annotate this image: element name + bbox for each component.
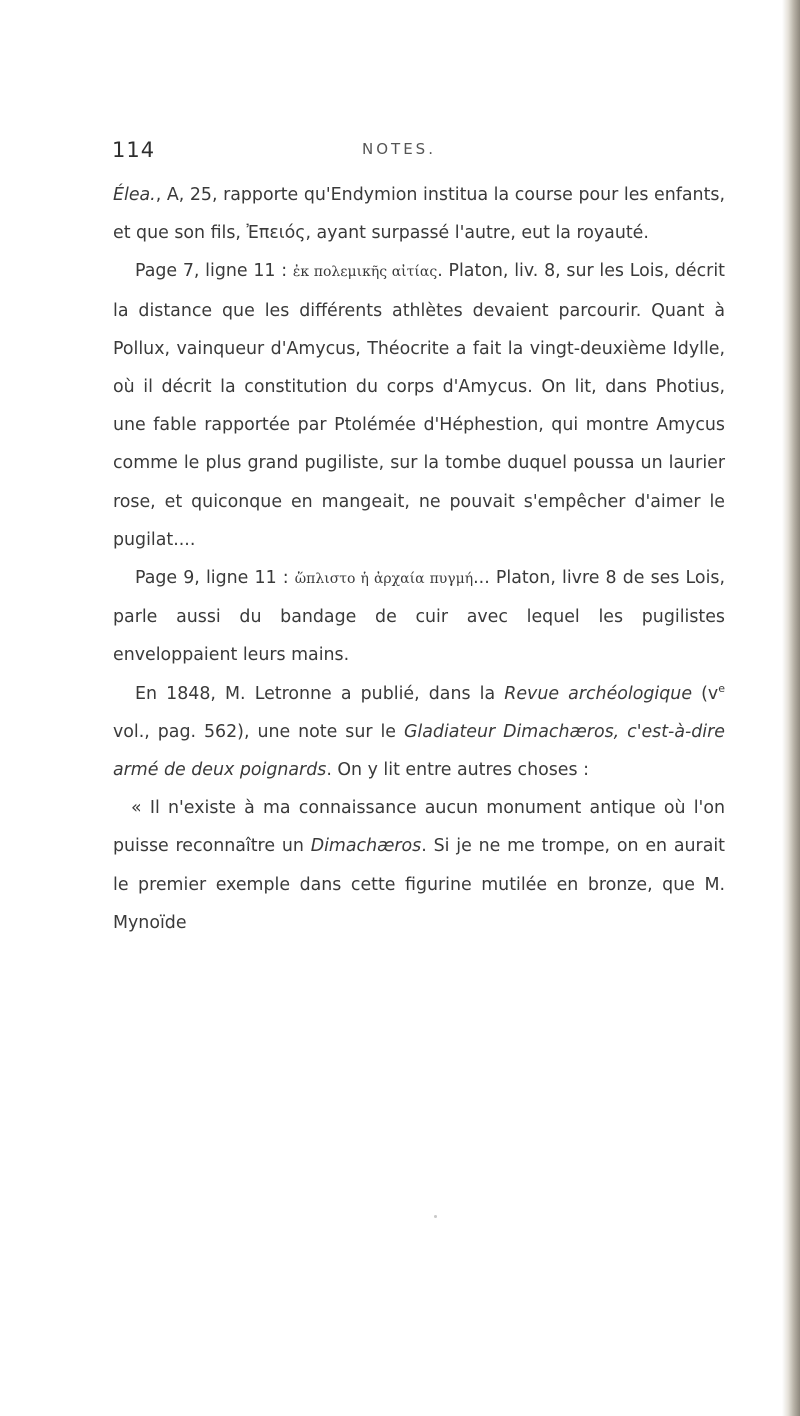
page-7-text: . Platon, liv. 8, sur les Lois, décrit la distance que les différents athlètes devaient parcourir. Quant à Pollux, vainqueur d'Amycus, Théocrite a fait la vingt-deuxième Idylle, où il décrit la constitution du corps d'Amycus. On lit, dans Photius, une fable rapportée par Ptolémée d'Héphestion, qui montre Amycus comme le plus grand pugiliste, sur la tombe duquel poussa un laurier rose, et quiconque en mangeait, ne pouvait s'empêcher d'aimer le pugilat....: [113, 261, 725, 550]
paragraph-letronne: [113, 675, 725, 790]
paragraph-page-7: [113, 252, 725, 559]
page-7-greek-quote: ἐκ πολεμικῆς αἰτίας: [292, 264, 438, 281]
running-head: NOTES.: [362, 140, 436, 158]
page-7-lead: Page 7, ligne 11 :: [135, 261, 293, 282]
paper-speck: [434, 1215, 437, 1218]
letronne-text-4: . On y lit entre autres choses :: [326, 760, 589, 781]
page-9-text: ... Platon, livre 8 de ses Lois, parle aussi du bandage de cuir avec lequel les pugilistes enveloppaient leurs mains.: [113, 568, 725, 666]
paragraph-elea: [113, 176, 725, 252]
elea-reference: Élea.: [113, 185, 156, 205]
letronne-text-3: vol., pag. 562), une note sur le: [113, 721, 404, 742]
gladiateur-title: Gladiateur Dimachæros, c'est-à-dire armé de deux poignards: [113, 721, 725, 781]
dimachaeros-word: Dimachæros: [310, 836, 422, 857]
paragraph-quotation: [113, 789, 725, 942]
volume-superscript: e: [718, 681, 725, 695]
page-header: [112, 138, 722, 168]
letronne-text-2: (v: [692, 683, 719, 704]
body-text: [113, 176, 725, 942]
quotation-text-1: « Il n'existe à ma connaissance aucun monument antique où l'on puisse reconnaître un: [113, 798, 725, 857]
elea-text: , A, 25, rapporte qu'Endymion institua la course pour les enfants, et que son fils, Ἐπειός, ayant surpassé l'autre, eut la royauté.: [113, 185, 725, 244]
page-9-greek-quote: ὥπλιστο ἡ ἀρχαία πυγμή: [294, 571, 474, 588]
letronne-text-1: En 1848, M. Letronne a publié, dans la: [135, 683, 505, 704]
page-edge-shadow: [782, 0, 800, 1416]
quotation-text-2: . Si je ne me trompe, on en aurait le premier exemple dans cette figurine mutilée en bronze, que M. Mynoïde: [113, 836, 726, 933]
revue-title: Revue archéologique: [504, 683, 693, 704]
paragraph-page-9: [113, 559, 725, 675]
page-9-lead: Page 9, ligne 11 :: [135, 568, 295, 589]
page-number: 114: [112, 138, 156, 162]
